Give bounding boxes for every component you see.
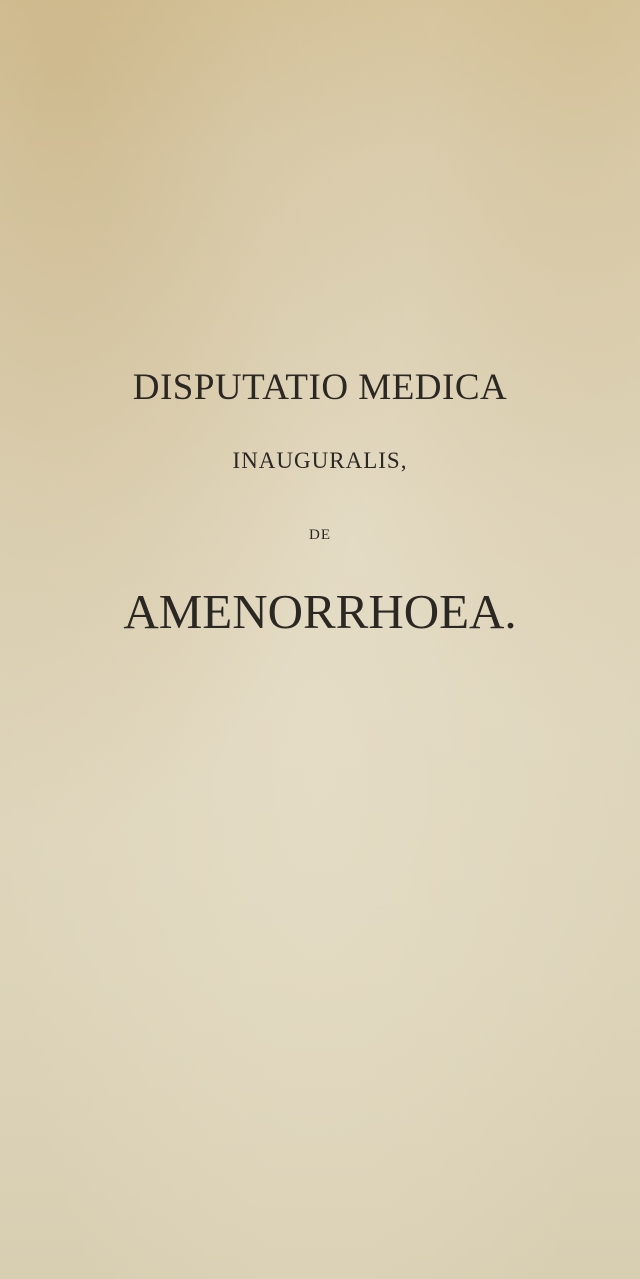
title-line-inauguralis: INAUGURALIS,: [232, 448, 408, 473]
title-line-de: DE: [309, 527, 331, 543]
bleed-through-texture: [0, 150, 640, 201]
title-line-disputatio-medica: DISPUTATIO MEDICA: [132, 367, 508, 408]
title-line-amenorrhoea: AMENORRHOEA.: [123, 584, 517, 639]
